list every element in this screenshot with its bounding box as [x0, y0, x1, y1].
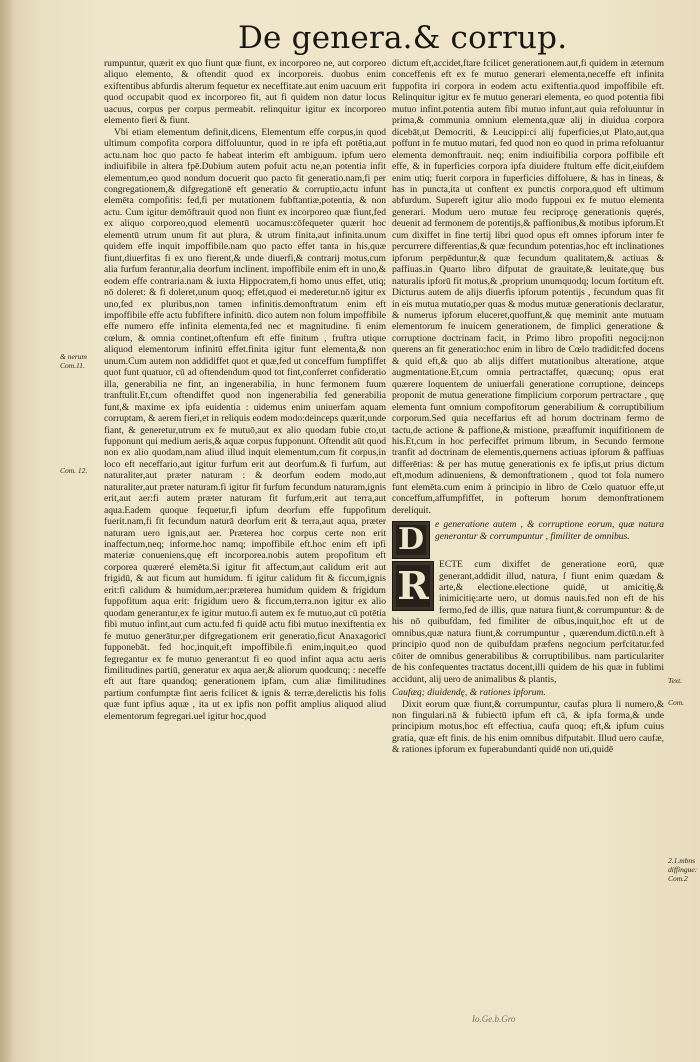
lemma-initial: D: [392, 521, 430, 559]
commentary-block: [392, 559, 664, 685]
margin-note-right-3: 2.1.mbns diffingue: Com.2: [668, 856, 698, 883]
margin-note-left-2: Com. 12.: [60, 466, 88, 475]
margin-note-left-1: & nerum Com.11.: [60, 352, 87, 370]
page-gutter-shadow: [0, 0, 14, 1062]
left-paragraph-2: Vbi etiam elementum definit,dicens, Elementum effe corpus,in quod ultimum compofita corpora diffoluuntur, quod in re ipfa eft potētia,aut actu.nam hoc quo pacto fe habeat interim eft ambiguum. ipfum uero indiuifibile in altera fpē.Dubium autem pofuit actu ne,an potentia infit elementum,eo quod nondum docuerit quo pacto fit generatio.nam,fi per congregationem,& difgregationē eft generatio & corruptio,actu infunt elemēta compofitis: fed,fi per mutationem fubftantiæ,potentia, & non actu. Cum igitur demōftrauit quod non fiunt ex incorporeo quæ fiunt,fed ex aliquo corporeo,quod elementū uocamus:cōfequeter quærit hoc elementū utrum unum fit aut plura, & utrum finita,aut infinita.unum quidem effe inquit impoffibile.nam quo pacto effet tanta in his,quæ fiunt,diuerfitas fi ex uno fierent,& unde diuerfi,& contrarij motus,cum alia furfum ferantur,alia deorfum inclinent. impoffibile enim eft in uno,& eodem effe contraria.nam & iuxta Hippocratem,fi homo unus effet, utiq; nō doleret: & fi doleret,unum quoq; effet,quod ei mederetur.nō igitur ex uno,fed ex pluribus,non tamen infinitis.demonftratum enim eft impoffibile effe actu fubfiftere infinitū. dico autem non folum impoffibile effe numero effe infinita elementa,fed nec et magnitudine. fi enim cœlum, & omnia continet,oftenfum eft effe finitum , fruftra utique aliquod elementorum infinitū effet.finita igitur funt elementa,& non unum.Cum autem non addidiffet quot et quæ,fed ut conceffum fumpfiffet quot funt quatuor, cū ad oftendendum quod tot fint,conferret confideratio illa, generabilia ne fint, an ingenerabilia, in hunc fermonem fuum tranftulit.Et,cum oftendiffet quod non ingenerabilia fed generabilia funt,& maxime ex ipfa euidentia : uidemus enim uniuerfam aquam corruptam, & aerem fieri,et in reliquis eodem modo:deinceps quærit,unde fiant, & generetur,utrum ex fe mutuō,aut ex alio quodam fubie cto,ut fupponunt qui medium aeris,& aquæ corpus fupponunt. Oftendit aūt quod non ex alio quodam,nam aliud illud inquit elementum,cum fit corpus,in loco eft neceffario,aut igitur furfum erit aut deorfum.& fi furfum, aut naturaliter,aut præter naturam : & deorfum eodem modo,aut naturaliter,aut præter naturam.fi igitur fit furfum fecundum naturam,ignis erit,aut aer:fi autem præter naturam fit furfum,erit aut terra,aut aqua.Eadem quoque fequetur,fi ipfum deorfum effe fuppofitum fuerit.nam,fi fit fecundum naturā deorfum erit & terra,aut aqua, præter naturam uero ignis,aut aer. Præterea hoc corpus certe non erit inaffectum,neq; informe.hoc namq; impoffibile eft.hoc enim eft ipfi materiæ conueniens,quę eft incorporea.nobis autem propofitum eft corporea quæreré elemēta.Si igitur fit affectum,aut calidum erit aut frigidū, & aut ficum aut humidum. fi igitur calidum fit & ficcum,ignis erit:fi calidum & humidum,aer:præterea humidum quidem & frigidum fuppofitum aqua erit: frigidum uero & ficcum,terra.non igitur ex alio quodam generantur,ex fe igitur mutuo.fi autem ex fe mutuo,aut cū potētia fibi mutuo infint,aut cum actu.fed fi quidē actu fibi mutuo inexiftentia ex fe mutuo generātur,per difgregationem erit generatio,ficut Anaxagoricī fupponebāt. fed hoc,inquit,eft impoffibile.fi enim,inquit,eo quod fegregantur ex fe mutuo generant:ut fi eo quod infint aqua actu aeris fimilitudines partiū, generatur ex aqua aer,& aliorum quodcunq; : neceffe eft aut ftare quandoq; generationem ipfam, cum aliæ fimilitudines partium confumptæ fint aeris fcilicet & ignis & terræ,derelictis his folis quæ funt ipfius aquæ , ita ut ex ipfis non poffit amplius aliquod aliud elementorum fegregari.uel igitur hoc,quod: [104, 126, 386, 722]
right-text-column: [392, 58, 664, 1038]
right-paragraph-1: dictum eft,accidet,ftare fcilicet generationem.aut,fi quidem in æternum conceffenis eft ex fe mutuo generari elementa,neceffe eft infinita fuppofita iri corpora in eodem actu exiftentia.quod impoffibile eft. Relinquitur igitur ex fe mutuo generari elementa, eo quod potentia fibi mutuo infint.potentia autem fibi mutuo infunt,aut quia refoluuntur in prima,& communia omnium elementa,quæ alij in diuidua corpora dicebāt,ut Democriti, & Leucippi:ci alij fuperficies,ut Plato,aut,qua poffunt in fe mutuo mutari, fed quod non eo quod in prima refoluantur elementa demonftrauit. neq; enim indiuifibilia corpora poffibile eft effe, & in fuperficies corpora ipfa diuidere ftultum effe dicit,eiufdem enim utiq; fuerit corpora in fuperficies diffoluere, & has in lineas, & has in puncta,ita ut conftent ex punctis corpora,quod eft ultimum abfurdum. Supereft igitur alio modo fuppoui ex fe mutuo elementa generari. Modum uero mutuæ feu reciproçę generationis quęrés, deuenit ad fermonem de potentijs,& paffionibus,& motibus ipforum.Et cum dixiffet in fine tertij libri quod opus eft omnes ipforum inter fe percurrere differentias,& quæ fecundum potentias,hoc eft inclinationes ipforum perpēduntur,& quæ fecundum qualitatem,& actiuas & paffiuas.in Quarto libro difputat de grauitate,& leuitate,quę bus naturalis ipforū fit motus,& ,proprium unumquodq; locum fortitum eft. Dicturus autem de alijs diuerfis ipforum potentijs , fecundum quas fit in eis mutua mutatio,per quas & modus mutuæ generationis declaratur, & numerus ipforum eluceret,quoffunt,& quę meminit ante mutuam elementorum fe inuicem generationem, de fimplici generatione & corruptione doctrinam facit, in Primo libro propofiti negocij:non querens an fit generatio:hoc enim in libro de Cœlo tradidit:fed docens & quid eft,& quo ab alijs differt mutationibus alteratione, atque augmentatione.Et,cum omnia pertractaffet, quæcunq; opus erat quærere loquentem de uniuerfali generatione corruptione, deinceps proponit de mutua generatione fimplicium corporum pertractare , quę elementa funt omnium compofitorum generabilium & corruptibilium corporum.Sed quia neceffarius eft ad horum doctrinam fermo de tactu,de actione & paffione,& mistione, præaffumit inquifitionem de his.Et,cum in hoc perfeciffet primum librum, in Secundo fermone tranfit ad doctrinam de elementis,quernens actiuas ipforum & paffiuas differētias: & per has mutuę generationis ex fe ipfis,ut prius dictum eft,modum adinueniens, & demonftrationem , quod tot fola numero funt elemēta.cum enim à principio in libro de Cœlo quatuor effe,ut conceffum,affumpfiffet, in pofterum horum demonftrationem dereliquit.: [392, 58, 664, 516]
running-head: De genera.& corrup.: [238, 20, 568, 56]
margin-note-right-2: Com.: [668, 698, 685, 707]
lemma-block: [392, 519, 664, 558]
right-paragraph-3: Dixit eorum quæ fiunt,& corrumpuntur, caufas plura li numero,& non fingulari.nā & fubiectū ipfum eft cā, & ipfa forma,& unde principium motus,hoc eft effectiua, caufa quoq; eft,& ipfum cuius gratia, quæ eft finis. de his enim omnibus difputabit. Illud uero caufæ, & rationes ipforum ex fuperabundanti quidē non uti,quidē: [392, 698, 664, 756]
margin-note-right-1: Text.: [668, 676, 683, 685]
dropcap-initial: R: [392, 561, 434, 611]
left-text-column: [104, 58, 386, 1038]
left-paragraph-1: rumpuntur, quærit ex quo fiunt quæ fiunt, ex incorporeo ne, aut corporeo aliquo elemento, & oftendit quod ex incorporeis. duobus enim exiftentibus abfurdis alterum fequetur ex neceffitate.aut enim uacuum erit quod occupabit quod ex incorporeo fit, aut fi quidem non datur locus uacuus, corpus per corpus permeabit. relinquitur igitur ex incorporeo elemento fieri & fiunt.: [104, 58, 386, 127]
section-heading: Caufæq; diuidendę, & rationes ipforum.: [392, 687, 546, 699]
lemma-text: e generatione autem , & corruptione eorum, quæ natura generantur & corrumpuntur , fimiliter de omnibus.: [435, 519, 664, 542]
footer-signature: Io.Ge.b.Gro: [472, 1014, 516, 1024]
right-paragraph-2: ECTE cum dixiffet de generatione eorū, quæ generant,addidit illud, natura, ſ fiunt enim quædam & arte,& electione.electione quidē, ut amicitię,& inimicitię:arte uero, ut domus nauis.fed non eft de his fermo,fed de illis, quæ natura fiunt,& corrumpuntur: & de his nō quibufdam, fed fimiliter de oībus,inquit,hoc eft ut de omnibus,quæ natura fiunt,& corrumpuntur , quærendum.dictū.n.eft à principio quod non de quibufdam præfens negocium perfcitatur.fed cōiter de omnibus generabilibus & corruptibilibus. nam particulariter de his confequentes tractatus docent,illi quidem de his quæ in fublimi accidunt, alij uero de animalibus & plantis,: [392, 559, 664, 685]
